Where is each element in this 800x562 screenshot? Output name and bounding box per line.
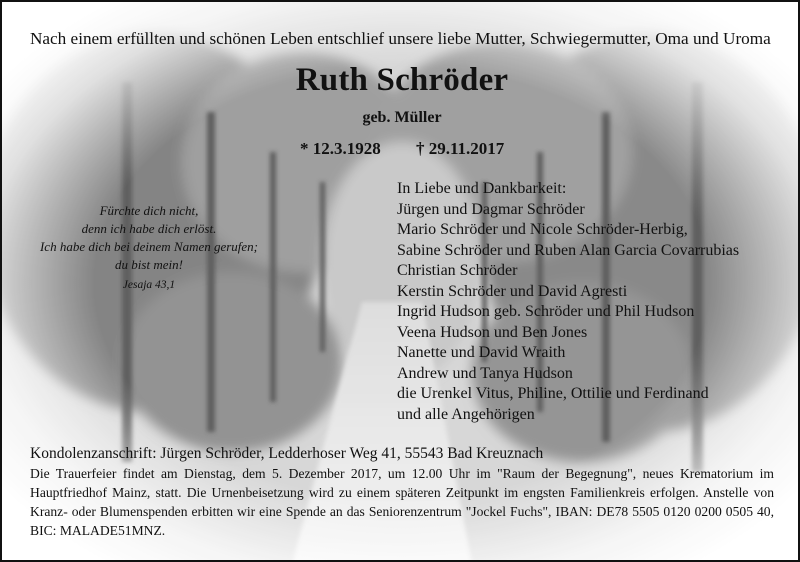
verse-source: Jesaja 43,1: [122, 279, 176, 291]
mourner-entry: Nanette und David Wraith: [397, 344, 566, 361]
deceased-name: Ruth Schröder: [295, 62, 509, 98]
mourner-entry: Ingrid Hudson geb. Schröder und Phil Hudson: [397, 303, 695, 320]
verse-line: Ich habe dich bei deinem Namen gerufen;: [39, 239, 259, 254]
mourner-entry: Veena Hudson und Ben Jones: [397, 323, 588, 341]
mourners-list: [397, 179, 787, 425]
birth-date: * 12.3.1928: [300, 139, 381, 158]
verse-line: Fürchte dich nicht,: [99, 203, 199, 218]
mourner-entry: die Urenkel Vitus, Philine, Ottilie und Ferdinand: [397, 385, 709, 402]
mourner-entry: Andrew und Tanya Hudson: [397, 364, 573, 382]
mourner-entry: Mario Schröder und Nicole Schröder-Herbig,: [397, 221, 688, 238]
bible-verse: [14, 202, 284, 294]
mourner-entry: Sabine Schröder und Ruben Alan Garcia Covarrubias: [397, 241, 740, 259]
notice-content: [2, 2, 800, 562]
death-date: † 29.11.2017: [416, 139, 505, 158]
intro-text: Nach einem erfüllten und schönen Leben entschlief unsere liebe Mutter, Schwiegermutter, Oma und Uroma: [30, 29, 771, 48]
mourner-entry: Christian Schröder: [397, 262, 518, 279]
mourners-heading: In Liebe und Dankbarkeit:: [397, 180, 567, 197]
mourner-entry: Jürgen und Dagmar Schröder: [397, 200, 585, 218]
funeral-details: Die Trauerfeier findet am Dienstag, dem 5. Dezember 2017, um 12.00 Uhr im "Raum der Begegnung", neues Krematorium im Hauptfriedhof Mainz, statt. Die Urnenbeisetzung wird zu einem späteren Zeitpunkt im engsten Familienkreis erfolgen. Anstelle von Kranz- oder Blumenspenden erbitten wir eine Spende an das Seniorenzentrum "Jockel Fuchs", IBAN: DE78 5505 0120 0200 0505 40, BIC: MALADE51MNZ.: [30, 466, 774, 538]
verse-line: denn ich habe dich erlöst.: [81, 221, 217, 236]
verse-line: du bist mein!: [115, 257, 183, 272]
mourner-entry: und alle Angehörigen: [397, 405, 535, 423]
mourner-entry: Kerstin Schröder und David Agresti: [397, 282, 628, 300]
birth-name: geb. Müller: [362, 109, 442, 126]
condolence-address: Kondolenzanschrift: Jürgen Schröder, Ledderhoser Weg 41, 55543 Bad Kreuznach: [30, 445, 544, 462]
